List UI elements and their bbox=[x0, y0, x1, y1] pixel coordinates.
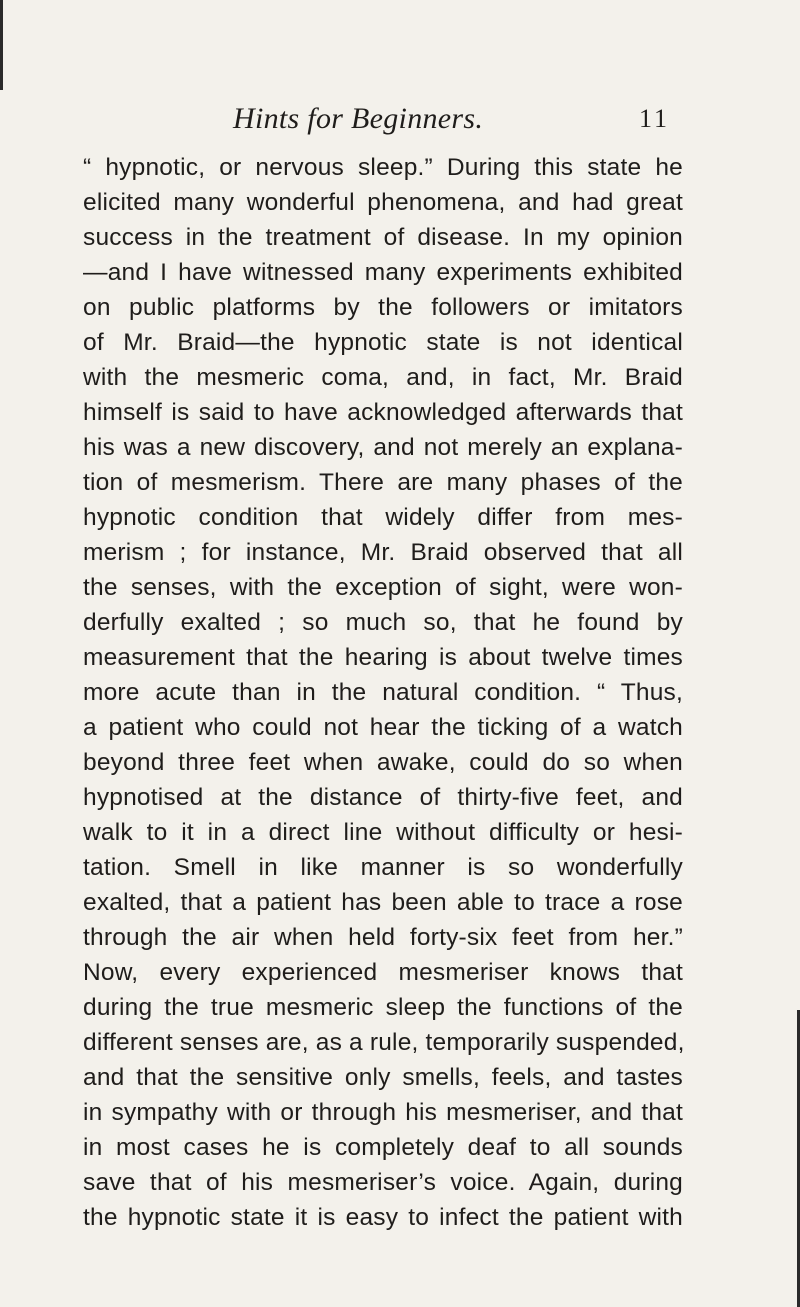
text-line: different senses are, as a rule, temporarily suspended, bbox=[83, 1029, 685, 1056]
text-line: in most cases he is completely deaf to all sounds bbox=[83, 1134, 683, 1161]
text-line: beyond three feet when awake, could do so when bbox=[83, 749, 683, 776]
text-line: through the air when held forty-six feet from her.” bbox=[83, 924, 683, 951]
text-line: exalted, that a patient has been able to trace a rose bbox=[83, 889, 683, 916]
text-line: and that the sensitive only smells, feels, and tastes bbox=[83, 1064, 683, 1091]
text-line: measurement that the hearing is about twelve times bbox=[83, 644, 683, 671]
text-line: save that of his mesmeriser’s voice. Again, during bbox=[83, 1169, 683, 1196]
text-line: success in the treatment of disease. In my opinion bbox=[83, 224, 683, 251]
text-line: in sympathy with or through his mesmeriser, and that bbox=[83, 1099, 683, 1126]
text-line: with the mesmeric coma, and, in fact, Mr. Braid bbox=[83, 364, 683, 391]
text-line: Now, every experienced mesmeriser knows that bbox=[83, 959, 683, 986]
text-line: walk to it in a direct line without difficulty or hesi- bbox=[83, 819, 683, 846]
text-line: hypnotic condition that widely differ from mes- bbox=[83, 504, 683, 531]
text-line: during the true mesmeric sleep the functions of the bbox=[83, 994, 683, 1021]
text-line: —and I have witnessed many experiments exhibited bbox=[83, 259, 683, 286]
text-line: of Mr. Braid—the hypnotic state is not identical bbox=[83, 329, 683, 356]
page-edge-left bbox=[0, 0, 3, 90]
text-line: tion of mesmerism. There are many phases of the bbox=[83, 469, 683, 496]
running-head: Hints for Beginners. bbox=[233, 102, 484, 135]
page-number: 11 bbox=[639, 104, 671, 133]
text-line: derfully exalted ; so much so, that he found by bbox=[83, 609, 683, 636]
page-header bbox=[0, 102, 800, 142]
text-line: a patient who could not hear the ticking of a watch bbox=[83, 714, 683, 741]
text-line: merism ; for instance, Mr. Braid observed that all bbox=[83, 539, 683, 566]
text-line: “ hypnotic, or nervous sleep.” During this state he bbox=[83, 154, 683, 181]
text-line: himself is said to have acknowledged afterwards that bbox=[83, 399, 683, 426]
text-line: his was a new discovery, and not merely an explana- bbox=[83, 434, 683, 461]
text-line: the senses, with the exception of sight, were won- bbox=[83, 574, 683, 601]
text-line: more acute than in the natural condition. “ Thus, bbox=[83, 679, 683, 706]
text-line: on public platforms by the followers or imitators bbox=[83, 294, 683, 321]
text-line: tation. Smell in like manner is so wonderfully bbox=[83, 854, 683, 881]
text-line: hypnotised at the distance of thirty-five feet, and bbox=[83, 784, 683, 811]
text-line: elicited many wonderful phenomena, and had great bbox=[83, 189, 683, 216]
text-line: the hypnotic state it is easy to infect the patient with bbox=[83, 1204, 683, 1231]
